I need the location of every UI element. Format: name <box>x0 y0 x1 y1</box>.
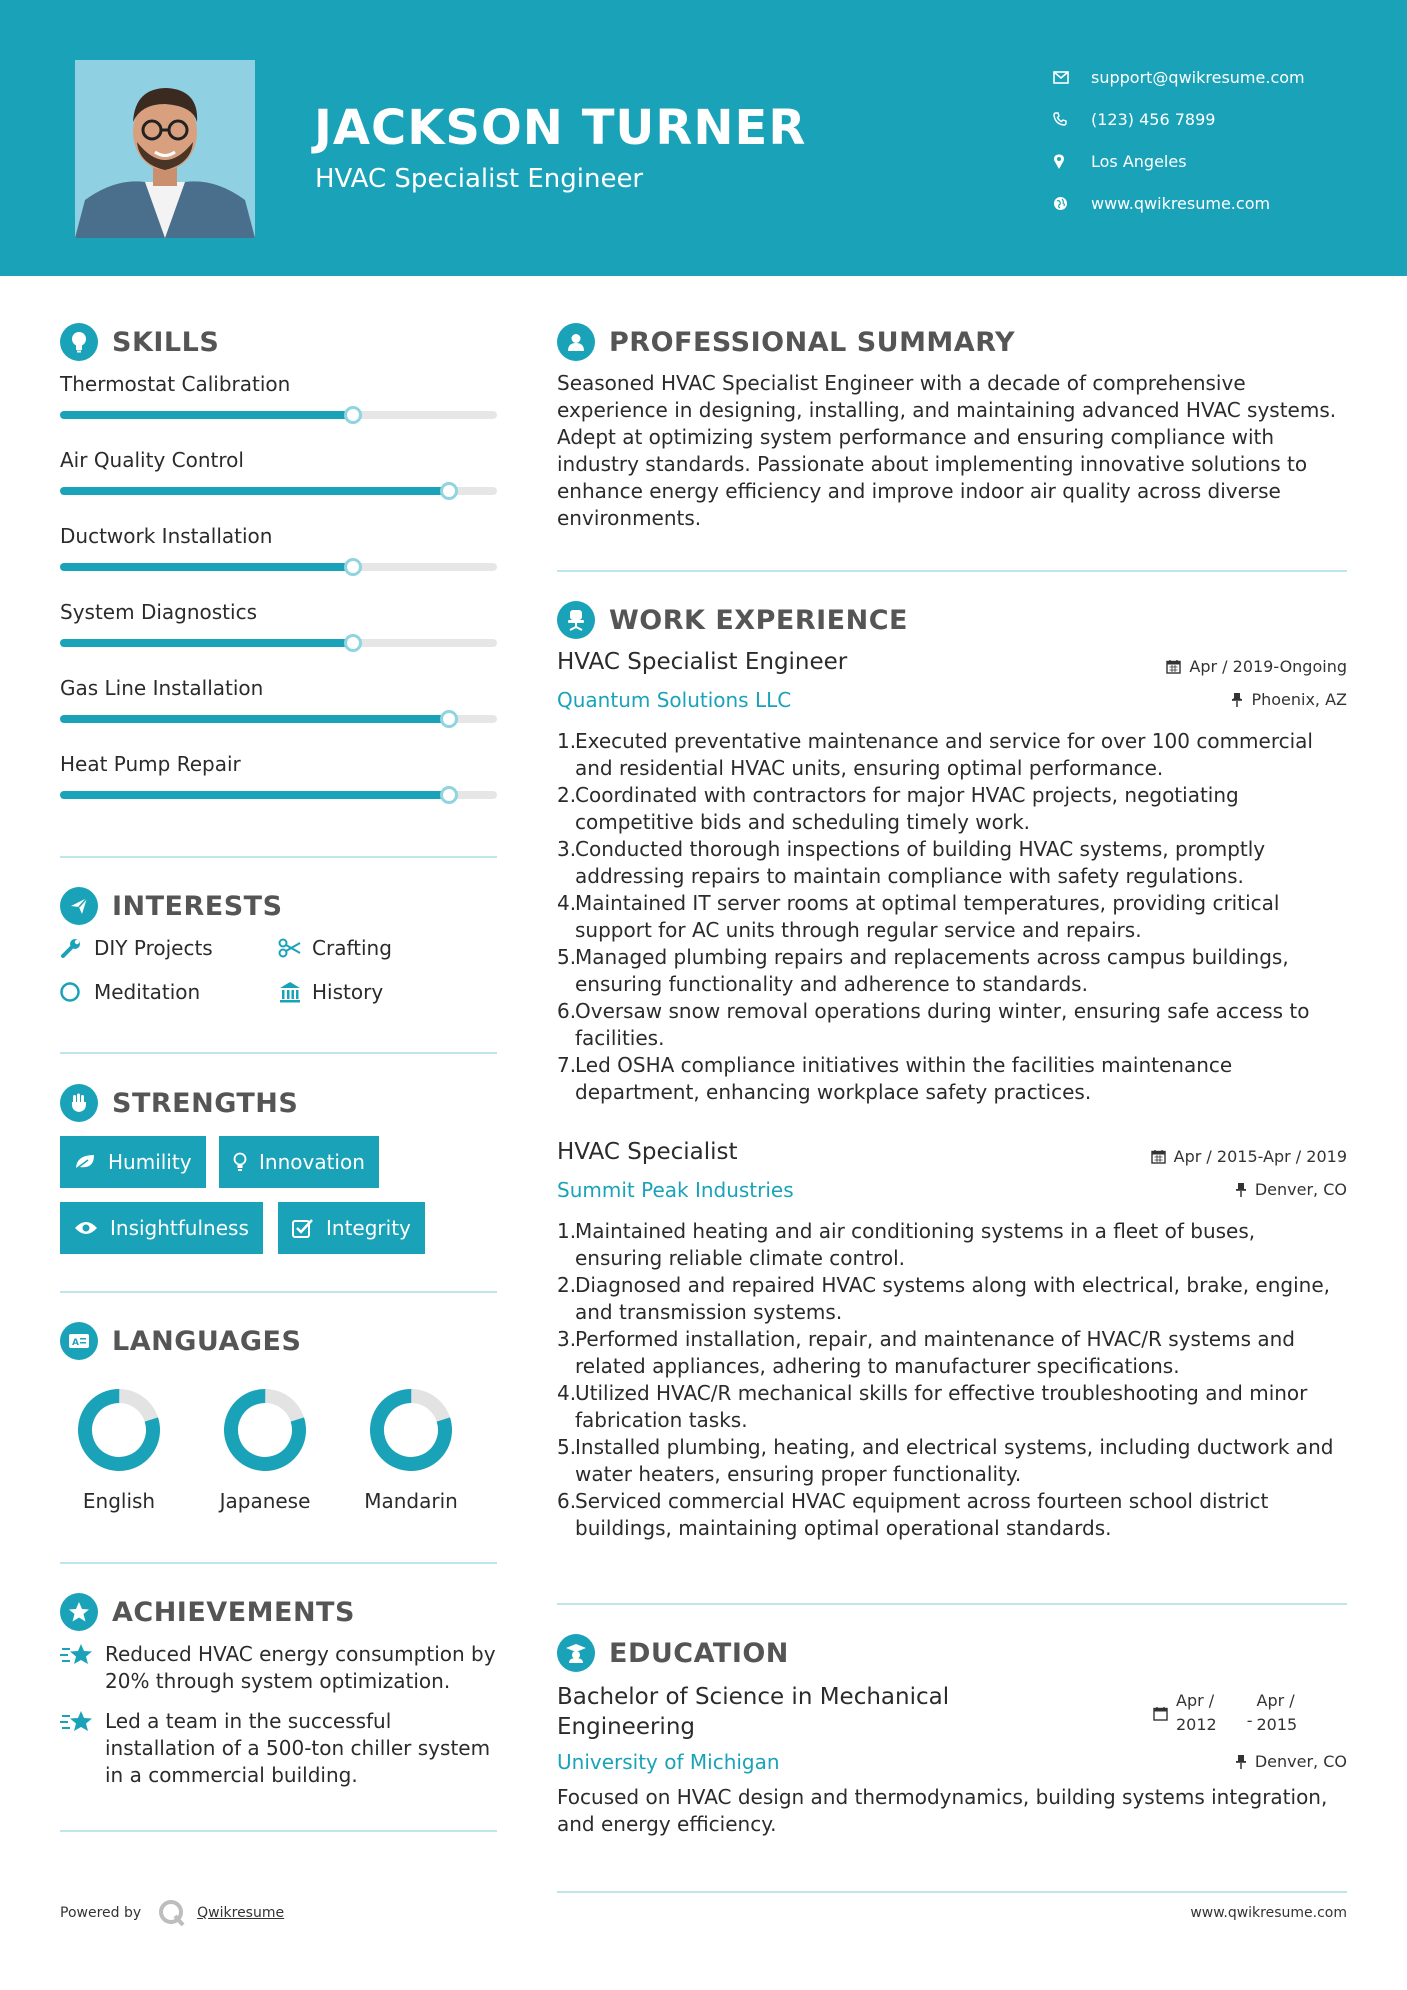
school-name: University of Michigan <box>557 1750 780 1774</box>
interest-item <box>278 980 383 1004</box>
skill-fill <box>60 791 449 799</box>
strength-label: Innovation <box>259 1150 365 1174</box>
achievement-text: Reduced HVAC energy consumption by 20% through system optimization. <box>105 1642 496 1693</box>
strength-label: Insightfulness <box>110 1216 249 1240</box>
interest-label: History <box>312 980 384 1004</box>
star-badge-icon <box>60 1593 98 1631</box>
skill-fill <box>60 487 449 495</box>
check-square-icon <box>292 1218 314 1238</box>
language-label: Mandarin <box>364 1489 458 1513</box>
education-dates <box>1153 1689 1297 1737</box>
interest-item <box>60 980 200 1004</box>
map-pin-icon <box>1053 154 1085 169</box>
language-item <box>346 1385 476 1513</box>
language-item <box>200 1385 330 1513</box>
education-start-year: 2012 <box>1176 1715 1217 1734</box>
skill-knob <box>440 786 458 804</box>
job-bullet: 4. Maintained IT server rooms at optimal temperatures, providing critical support for AC units through regular service and repairs. <box>557 891 1280 942</box>
skill-bar <box>60 715 497 723</box>
job-bullet: 7. Led OSHA compliance initiatives within the facilities maintenance department, enhancing workplace safety practices. <box>557 1053 1233 1104</box>
contact-location <box>1053 140 1383 182</box>
globe-icon <box>1053 196 1085 211</box>
strength-tag <box>60 1136 206 1188</box>
skills-title: SKILLS <box>112 326 220 358</box>
candidate-role: HVAC Specialist Engineer <box>315 164 644 194</box>
powered-by-text: Powered by <box>60 1905 142 1921</box>
skill-fill <box>60 563 353 571</box>
section-divider <box>557 1891 1347 1893</box>
pushpin-icon <box>1231 692 1243 707</box>
job-title: HVAC Specialist Engineer <box>557 649 848 675</box>
job-bullet: 4. Utilized HVAC/R mechanical skills for effective troubleshooting and minor fabrication tasks. <box>557 1381 1308 1432</box>
calendar-icon <box>1153 1706 1168 1721</box>
education-end-year: 2015 <box>1256 1715 1298 1734</box>
education-title: EDUCATION <box>609 1637 789 1669</box>
job-location <box>1231 690 1347 709</box>
footer-powered-by <box>60 1898 284 1928</box>
strengths-title: STRENGTHS <box>112 1087 299 1119</box>
skill-label: Ductwork Installation <box>60 524 273 548</box>
section-divider <box>60 1562 497 1564</box>
wrench-icon <box>60 937 94 959</box>
skill-fill <box>60 639 353 647</box>
interest-label: DIY Projects <box>94 936 213 960</box>
skill-item <box>60 600 497 624</box>
graduate-icon <box>557 1634 595 1672</box>
job-bullet: 6. Oversaw snow removal operations during winter, ensuring safe access to facilities. <box>557 999 1310 1050</box>
skill-bar <box>60 639 497 647</box>
education-start <box>1176 1689 1217 1737</box>
job-company: Summit Peak Industries <box>557 1178 794 1202</box>
job-location-text: Phoenix, AZ <box>1251 690 1347 709</box>
interests-title: INTERESTS <box>112 890 283 922</box>
job-bullets <box>557 728 1347 1106</box>
job-bullet: 1. Maintained heating and air conditioning systems in a fleet of buses, ensuring reliable climate control. <box>557 1219 1256 1270</box>
skill-fill <box>60 411 353 419</box>
eye-icon <box>74 1220 98 1236</box>
job-bullet: 1. Executed preventative maintenance and service for over 100 commercial and residential HVAC units, ensuring optimal performance. <box>557 729 1313 780</box>
contact-phone-text: (123) 456 7899 <box>1091 109 1216 129</box>
skill-label: System Diagnostics <box>60 600 257 624</box>
education-start-month: Apr / <box>1176 1691 1215 1710</box>
interests-heading <box>60 887 283 925</box>
interest-item <box>278 936 392 960</box>
qwikresume-logo-icon <box>157 1898 187 1928</box>
achievement-item <box>60 1641 500 1695</box>
job-bullet: 3. Conducted thorough inspections of building HVAC systems, promptly addressing repairs to maintain compliance with safety regulations. <box>557 837 1266 888</box>
section-divider <box>60 1291 497 1293</box>
phone-icon <box>1053 112 1085 126</box>
language-icon <box>60 1322 98 1360</box>
lightbulb-icon <box>233 1152 247 1172</box>
experience-heading <box>557 601 908 639</box>
summary-heading <box>557 323 1015 361</box>
degree-line-2: Engineering <box>557 1714 695 1740</box>
strength-tag <box>278 1202 425 1254</box>
summary-text: Seasoned HVAC Specialist Engineer with a decade of comprehensive experience in designing, installing, and maintaining advanced HVAC systems. Adept at optimizing system performance and ensuring compliance with industry standards. Passionate about implementing innovative solutions to enhance energy efficiency and improve indoor air quality across diverse environments. <box>557 371 1337 530</box>
language-label: Japanese <box>219 1489 311 1513</box>
skill-item <box>60 524 497 548</box>
interest-label: Crafting <box>312 936 392 960</box>
skill-bar <box>60 563 497 571</box>
hand-icon <box>60 1084 98 1122</box>
education-end-month: Apr / <box>1256 1691 1295 1710</box>
calendar-icon <box>1151 1149 1166 1164</box>
contact-list <box>1053 56 1383 224</box>
section-divider <box>557 1603 1347 1605</box>
education-location <box>1235 1752 1347 1771</box>
job-dates-text: Apr / 2019-Ongoing <box>1189 657 1347 676</box>
job-company: Quantum Solutions LLC <box>557 688 792 712</box>
languages-title: LANGUAGES <box>112 1325 302 1357</box>
job-dates <box>1166 657 1347 676</box>
language-ring <box>74 1385 164 1475</box>
job-bullet: 2. Diagnosed and repaired HVAC systems along with electrical, brake, engine, and transmission systems. <box>557 1273 1330 1324</box>
skill-knob <box>344 634 362 652</box>
strength-label: Integrity <box>326 1216 411 1240</box>
profile-photo <box>75 60 255 238</box>
section-divider <box>557 570 1347 572</box>
experience-title: WORK EXPERIENCE <box>609 604 908 636</box>
strength-tag <box>60 1202 263 1254</box>
achievement-item <box>60 1708 500 1789</box>
skill-item <box>60 752 497 776</box>
job-location <box>1235 1180 1347 1199</box>
language-label: English <box>82 1489 156 1513</box>
paper-plane-icon <box>60 887 98 925</box>
section-divider <box>60 1830 497 1832</box>
achievements-title: ACHIEVEMENTS <box>112 1596 355 1628</box>
skill-knob <box>344 406 362 424</box>
section-divider <box>60 856 497 858</box>
footer-url[interactable]: www.qwikresume.com <box>1190 1905 1347 1921</box>
skill-fill <box>60 715 449 723</box>
skill-bar <box>60 791 497 799</box>
office-chair-icon <box>557 601 595 639</box>
contact-website-text: www.qwikresume.com <box>1091 193 1271 213</box>
strength-tag <box>219 1136 379 1188</box>
pushpin-icon <box>1235 1182 1247 1197</box>
interest-item <box>60 936 213 960</box>
lightbulb-icon <box>60 323 98 361</box>
job-dates-text: Apr / 2015-Apr / 2019 <box>1173 1147 1347 1166</box>
job-bullet: 3. Performed installation, repair, and maintenance of HVAC/R systems and related appliances, adhering to manufacturer specifications. <box>557 1327 1295 1378</box>
museum-icon <box>278 981 312 1003</box>
job-bullet: 6. Serviced commercial HVAC equipment across fourteen school district buildings, maintaining optimal operational standards. <box>557 1489 1269 1540</box>
contact-phone[interactable] <box>1053 98 1383 140</box>
resume-header <box>0 0 1407 276</box>
skill-item <box>60 448 497 472</box>
scissors-icon <box>278 938 312 958</box>
skill-knob <box>440 710 458 728</box>
star-icon <box>60 1641 105 1695</box>
skill-label: Gas Line Installation <box>60 676 264 700</box>
skill-label: Heat Pump Repair <box>60 752 241 776</box>
skill-label: Air Quality Control <box>60 448 244 472</box>
education-date-separator: - <box>1246 1710 1253 1730</box>
interest-label: Meditation <box>94 980 201 1004</box>
job-title: HVAC Specialist <box>557 1139 738 1165</box>
pushpin-icon <box>1235 1754 1247 1769</box>
degree-title <box>557 1682 949 1742</box>
degree-line-1: Bachelor of Science in Mechanical <box>557 1684 950 1710</box>
summary-title: PROFESSIONAL SUMMARY <box>609 326 1016 358</box>
skill-bar <box>60 487 497 495</box>
contact-email-text: support@qwikresume.com <box>1091 67 1305 87</box>
leaf-icon <box>74 1153 96 1171</box>
skill-item <box>60 372 497 396</box>
achievement-text: Led a team in the successful installation of a 500-ton chiller system in a commercial building. <box>105 1709 491 1787</box>
strength-label: Humility <box>108 1150 192 1174</box>
education-location-text: Denver, CO <box>1254 1752 1347 1771</box>
achievements-heading <box>60 1593 355 1631</box>
job-location-text: Denver, CO <box>1254 1180 1347 1199</box>
user-icon <box>557 323 595 361</box>
brand-link[interactable]: Qwikresume <box>197 1905 285 1921</box>
skill-knob <box>440 482 458 500</box>
skills-heading <box>60 323 219 361</box>
star-icon <box>60 1708 105 1789</box>
education-end <box>1257 1689 1298 1737</box>
language-item <box>54 1385 184 1513</box>
job-bullet: 5. Installed plumbing, heating, and electrical systems, including ductwork and water heaters, ensuring proper functionality. <box>557 1435 1334 1486</box>
job-bullets <box>557 1218 1347 1542</box>
skill-item <box>60 676 497 700</box>
skill-bar <box>60 411 497 419</box>
contact-email[interactable] <box>1053 56 1383 98</box>
contact-website[interactable] <box>1053 182 1383 224</box>
languages-heading <box>60 1322 301 1360</box>
circle-icon <box>60 981 94 1003</box>
skill-label: Thermostat Calibration <box>60 372 291 396</box>
strengths-heading <box>60 1084 298 1122</box>
job-bullet: 2. Coordinated with contractors for major HVAC projects, negotiating competitive bids and scheduling timely work. <box>557 783 1239 834</box>
contact-location-text: Los Angeles <box>1091 151 1187 171</box>
skill-knob <box>344 558 362 576</box>
education-heading <box>557 1634 789 1672</box>
language-ring <box>220 1385 310 1475</box>
calendar-icon <box>1166 659 1181 674</box>
candidate-name: JACKSON TURNER <box>314 100 807 156</box>
envelope-icon <box>1053 71 1085 84</box>
language-ring <box>366 1385 456 1475</box>
section-divider <box>60 1052 497 1054</box>
job-bullet: 5. Managed plumbing repairs and replacements across campus buildings, ensuring functionality and adherence to standards. <box>557 945 1289 996</box>
job-dates <box>1151 1147 1347 1166</box>
svg-text:A: A <box>72 1338 79 1348</box>
education-description: Focused on HVAC design and thermodynamics, building systems integration, and energy efficiency. <box>557 1785 1328 1836</box>
